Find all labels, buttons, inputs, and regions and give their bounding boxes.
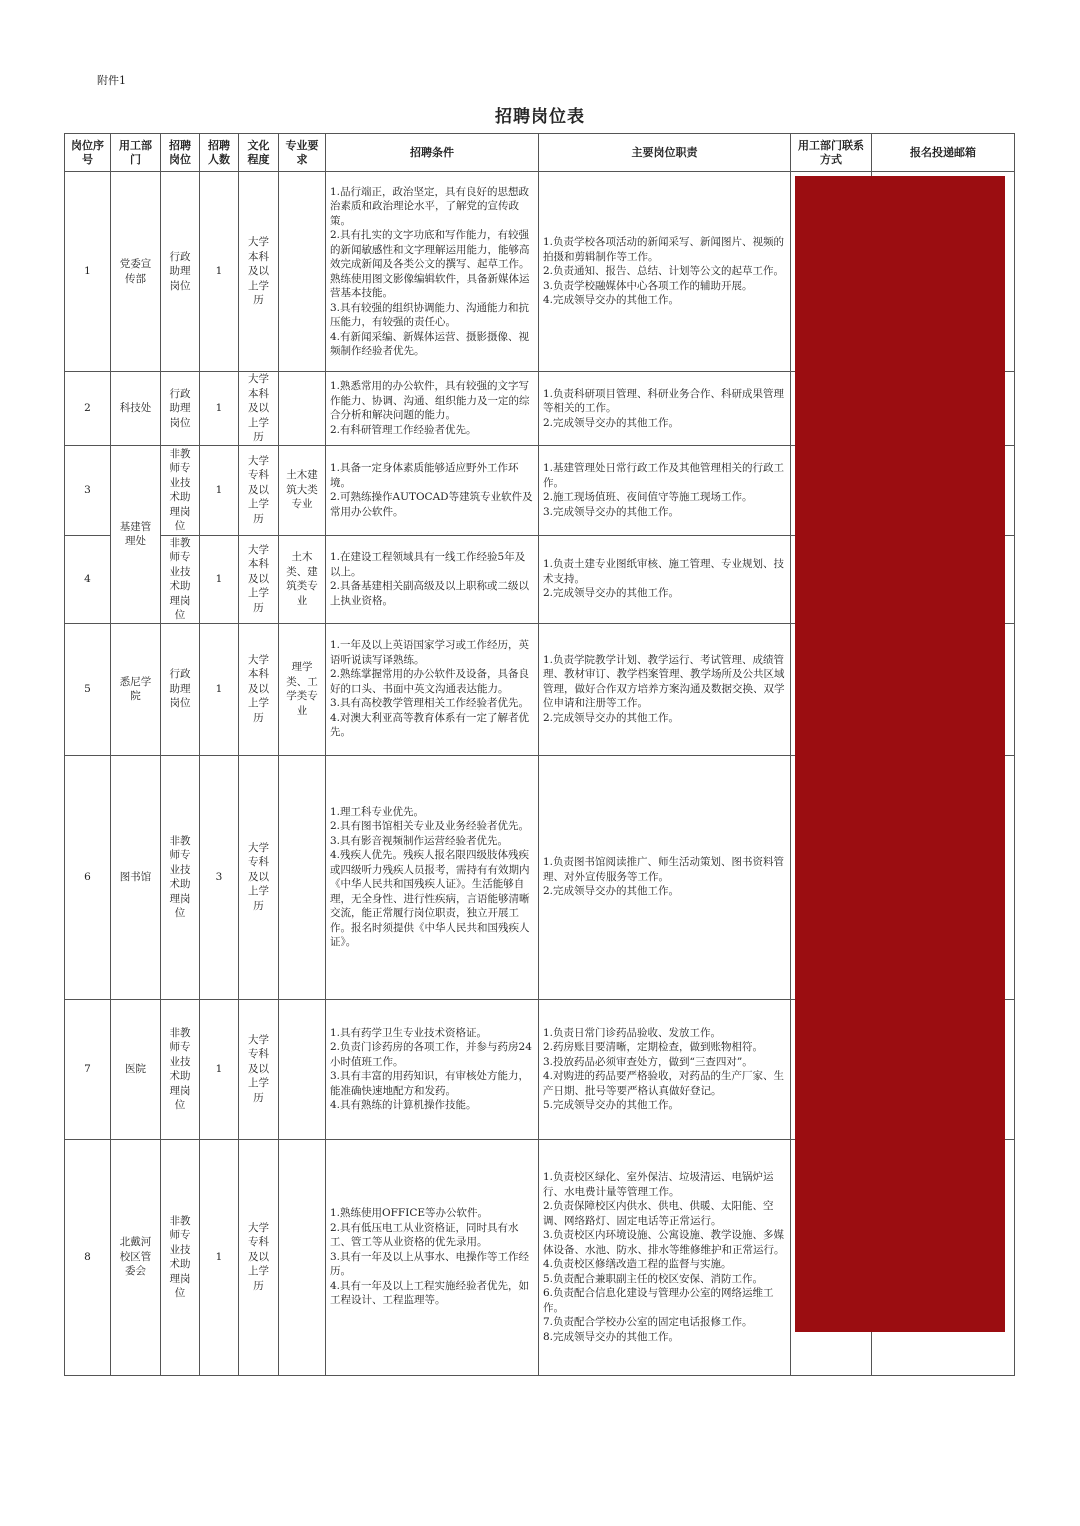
cell-education: 大学本科及以上学历 bbox=[239, 623, 279, 755]
cell-seq: 5 bbox=[65, 623, 111, 755]
requirement-item: 1.在建设工程领域具有一线工作经验5年及以上。 bbox=[330, 551, 526, 578]
cell-count: 1 bbox=[200, 172, 239, 372]
requirement-item: 2.熟练掌握常用的办公软件及设备，具备良好的口头、书面中英文沟通表达能力。 bbox=[330, 668, 530, 695]
cell-dept: 悉尼学院 bbox=[111, 623, 161, 755]
redaction-block bbox=[795, 176, 1005, 1332]
cell-education: 大学专科及以上学历 bbox=[239, 445, 279, 535]
cell-requirements bbox=[326, 755, 539, 999]
cell-count: 1 bbox=[200, 445, 239, 535]
cell-position: 非教师专业技术助理岗位 bbox=[161, 445, 200, 535]
duty-item: 2.完成领导交办的其他工作。 bbox=[543, 416, 680, 429]
attachment-label: 附件1 bbox=[97, 74, 126, 87]
cell-position: 行政助理岗位 bbox=[161, 372, 200, 446]
cell-education: 大学本科及以上学历 bbox=[239, 172, 279, 372]
duty-item: 3.投放药品必须审查处方，做到“三查四对”。 bbox=[543, 1055, 753, 1068]
duty-item: 5.完成领导交办的其他工作。 bbox=[543, 1099, 680, 1111]
duty-item: 2.施工现场值班、夜间值守等施工现场工作。 bbox=[543, 491, 753, 503]
duty-item: 4.负责校区修缮改造工程的监督与实施。 bbox=[543, 1258, 732, 1270]
requirement-item: 4.具有一年及以上工程实施经验者优先，如工程设计、工程监理等。 bbox=[330, 1279, 530, 1307]
duty-item: 1.负责日常门诊药品验收、发放工作。 bbox=[543, 1026, 722, 1039]
duty-item: 1.负责科研项目管理、科研业务合作、科研成果管理等相关的工作。 bbox=[543, 387, 785, 414]
cell-requirements bbox=[326, 623, 539, 755]
cell-dept: 基建管理处 bbox=[111, 445, 161, 623]
requirement-item: 3.具有较强的组织协调能力、沟通能力和抗压能力，有较强的责任心。 bbox=[330, 301, 530, 328]
cell-seq: 3 bbox=[65, 445, 111, 535]
cell-seq: 2 bbox=[65, 372, 111, 446]
header-dept: 用工部门 bbox=[111, 134, 161, 172]
duty-item: 2.负责保障校区内供水、供电、供暖、太阳能、空调、网络路灯、固定电话等正常运行。 bbox=[543, 1200, 774, 1227]
header-count: 招聘人数 bbox=[200, 134, 239, 172]
cell-major: 土木建筑大类专业 bbox=[279, 445, 326, 535]
cell-seq: 6 bbox=[65, 755, 111, 999]
requirement-item: 2.负责门诊药房的各项工作，并参与药房24小时值班工作。 bbox=[330, 1041, 532, 1068]
header-email: 报名投递邮箱 bbox=[872, 134, 1015, 172]
cell-dept: 图书馆 bbox=[111, 755, 161, 999]
cell-seq: 4 bbox=[65, 535, 111, 623]
requirement-item: 2.具有扎实的文字功底和写作能力，有较强的新闻敏感性和文字理解运用能力，能够高效完成新闻及各类公文的撰写、起草工作。熟练使用图文影像编辑软件，具备新媒体运营基本技能。 bbox=[330, 229, 530, 299]
cell-duties bbox=[539, 999, 791, 1139]
cell-requirements bbox=[326, 999, 539, 1139]
duty-item: 5.负责配合兼职副主任的校区安保、消防工作。 bbox=[543, 1272, 764, 1285]
requirement-item: 2.具有图书馆相关专业及业务经验者优先。 bbox=[330, 820, 530, 832]
duty-item: 2.完成领导交办的其他工作。 bbox=[543, 711, 680, 724]
requirement-item: 3.具有丰富的用药知识，有审核处方能力，能准确快速地配方和发药。 bbox=[330, 1070, 530, 1097]
header-duties: 主要岗位职责 bbox=[539, 134, 791, 172]
duty-item: 6.负责配合信息化建设与管理办公室的网络运维工作。 bbox=[543, 1287, 774, 1314]
duty-item: 2.完成领导交办的其他工作。 bbox=[543, 885, 680, 898]
page-title: 招聘岗位表 bbox=[495, 107, 585, 127]
cell-requirements bbox=[326, 535, 539, 623]
duty-item: 3.完成领导交办的其他工作。 bbox=[543, 505, 680, 518]
duty-item: 3.负责校区内环境设施、公寓设施、教学设施、多媒体设备、水池、防水、排水等维修维护和正常运行。 bbox=[543, 1229, 785, 1256]
duty-item: 1.基建管理处日常行政工作及其他管理相关的行政工作。 bbox=[543, 462, 785, 489]
cell-major bbox=[279, 1139, 326, 1375]
cell-education: 大学专科及以上学历 bbox=[239, 999, 279, 1139]
cell-seq: 1 bbox=[65, 172, 111, 372]
cell-duties bbox=[539, 535, 791, 623]
cell-position: 非教师专业技术助理岗位 bbox=[161, 1139, 200, 1375]
cell-position: 非教师专业技术助理岗位 bbox=[161, 535, 200, 623]
cell-seq: 8 bbox=[65, 1139, 111, 1375]
cell-duties bbox=[539, 172, 791, 372]
cell-major bbox=[279, 172, 326, 372]
header-contact: 用工部门联系方式 bbox=[791, 134, 872, 172]
duty-item: 1.负责图书馆阅读推广、师生活动策划、图书资料管理、对外宣传服务等工作。 bbox=[543, 856, 785, 883]
requirement-item: 2.有科研管理工作经验者优先。 bbox=[330, 423, 477, 436]
requirement-item: 2.具备基建相关副高级及以上职称或二级以上执业资格。 bbox=[330, 580, 530, 607]
requirement-item: 3.具有一年及以上从事水、电操作等工作经历。 bbox=[330, 1250, 530, 1278]
duty-item: 2.药房账目要清晰，定期检查，做到账物相符。 bbox=[543, 1041, 764, 1053]
cell-major: 土木类、建筑类专业 bbox=[279, 535, 326, 623]
cell-position: 行政助理岗位 bbox=[161, 172, 200, 372]
header-requirements: 招聘条件 bbox=[326, 134, 539, 172]
requirement-item: 1.品行端正，政治坚定，具有良好的思想政治素质和政治理论水平，了解党的宣传政策。 bbox=[330, 185, 530, 227]
cell-dept: 北戴河校区管委会 bbox=[111, 1139, 161, 1375]
header-row bbox=[65, 134, 1015, 172]
cell-requirements bbox=[326, 372, 539, 446]
requirement-item: 1.熟练使用OFFICE等办公软件。 bbox=[330, 1207, 489, 1220]
duty-item: 8.完成领导交办的其他工作。 bbox=[543, 1330, 680, 1343]
cell-seq: 7 bbox=[65, 999, 111, 1139]
duty-item: 1.负责土建专业图纸审核、施工管理、专业规划、技术支持。 bbox=[543, 558, 785, 585]
cell-duties bbox=[539, 1139, 791, 1375]
cell-duties bbox=[539, 755, 791, 999]
cell-education: 大学本科及以上学历 bbox=[239, 535, 279, 623]
requirement-item: 1.具备一定身体素质能够适应野外工作环境。 bbox=[330, 462, 519, 489]
cell-position: 行政助理岗位 bbox=[161, 623, 200, 755]
cell-position: 非教师专业技术助理岗位 bbox=[161, 755, 200, 999]
requirement-item: 1.具有药学卫生专业技术资格证。 bbox=[330, 1026, 488, 1039]
duty-item: 1.负责学校各项活动的新闻采写、新闻图片、视频的拍摄和剪辑制作等工作。 bbox=[543, 236, 785, 263]
cell-education: 大学专科及以上学历 bbox=[239, 755, 279, 999]
cell-major bbox=[279, 372, 326, 446]
duty-item: 3.负责学校融媒体中心各项工作的辅助开展。 bbox=[543, 279, 753, 292]
header-major: 专业要求 bbox=[279, 134, 326, 172]
cell-count: 1 bbox=[200, 999, 239, 1139]
cell-major bbox=[279, 755, 326, 999]
cell-dept: 科技处 bbox=[111, 372, 161, 446]
duty-item: 2.完成领导交办的其他工作。 bbox=[543, 587, 680, 600]
requirement-item: 4.对澳大利亚高等教育体系有一定了解者优先。 bbox=[330, 711, 530, 739]
duty-item: 4.对购进的药品要严格验收，对药品的生产厂家、生产日期、批号等要严格认真做好登记。 bbox=[543, 1070, 785, 1097]
requirement-item: 2.具有低压电工从业资格证，同时具有水工、管工等从业资格的优先录用。 bbox=[330, 1221, 519, 1249]
cell-dept: 党委宣传部 bbox=[111, 172, 161, 372]
cell-count: 1 bbox=[200, 535, 239, 623]
requirement-item: 3.具有影音视频制作运营经验者优先。 bbox=[330, 834, 509, 847]
header-education: 文化程度 bbox=[239, 134, 279, 172]
header-seq: 岗位序号 bbox=[65, 134, 111, 172]
requirement-item: 1.一年及以上英语国家学习或工作经历，英语听说读写译熟练。 bbox=[330, 639, 530, 666]
requirement-item: 1.熟悉常用的办公软件，具有较强的文字写作能力、协调、沟通、组织能力及一定的综合分析和解决问题的能力。 bbox=[330, 380, 530, 422]
cell-dept: 医院 bbox=[111, 999, 161, 1139]
header-position: 招聘岗位 bbox=[161, 134, 200, 172]
duty-item: 1.负责学院教学计划、教学运行、考试管理、成绩管理、教材审订、教学档案管理、教学场所及公共区域管理，做好合作双方培养方案沟通及数据交换、双学位申请和注册等工作。 bbox=[543, 653, 785, 710]
cell-count: 1 bbox=[200, 372, 239, 446]
duty-item: 1.负责校区绿化、室外保洁、垃圾清运、电锅炉运行、水电费计量等管理工作。 bbox=[543, 1171, 774, 1198]
cell-requirements bbox=[326, 445, 539, 535]
cell-position: 非教师专业技术助理岗位 bbox=[161, 999, 200, 1139]
requirement-item: 4.有新闻采编、新媒体运营、摄影摄像、视频制作经验者优先。 bbox=[330, 330, 530, 357]
cell-education: 大学本科及以上学历 bbox=[239, 372, 279, 446]
cell-count: 3 bbox=[200, 755, 239, 999]
requirement-item: 4.残疾人优先。残疾人报名限四级肢体残疾或四级听力残疾人员报考，需持有有效期内《中华人民共和国残疾人证》。生活能够自理，无全身性、进行性疾病，言语能够清晰交流，能正常履行岗位职责，独立开展工作。报名时须提供《中华人民共和国残疾人证》。 bbox=[330, 849, 530, 948]
cell-major bbox=[279, 999, 326, 1139]
duty-item: 7.负责配合学校办公室的固定电话报修工作。 bbox=[543, 1316, 753, 1328]
requirement-item: 1.理工科专业优先。 bbox=[330, 805, 425, 818]
duty-item: 2.负责通知、报告、总结、计划等公文的起草工作。 bbox=[543, 265, 785, 278]
cell-count: 1 bbox=[200, 1139, 239, 1375]
cell-requirements bbox=[326, 172, 539, 372]
cell-duties bbox=[539, 445, 791, 535]
cell-major: 理学类、工学类专业 bbox=[279, 623, 326, 755]
duty-item: 4.完成领导交办的其他工作。 bbox=[543, 294, 680, 307]
cell-duties bbox=[539, 623, 791, 755]
requirement-item: 2.可熟练操作AUTOCAD等建筑专业软件及常用办公软件。 bbox=[330, 491, 533, 518]
cell-duties bbox=[539, 372, 791, 446]
requirement-item: 3.具有高校教学管理相关工作经验者优先。 bbox=[330, 697, 530, 710]
cell-count: 1 bbox=[200, 623, 239, 755]
cell-education: 大学专科及以上学历 bbox=[239, 1139, 279, 1375]
cell-requirements bbox=[326, 1139, 539, 1375]
requirement-item: 4.具有熟练的计算机操作技能。 bbox=[330, 1099, 477, 1111]
